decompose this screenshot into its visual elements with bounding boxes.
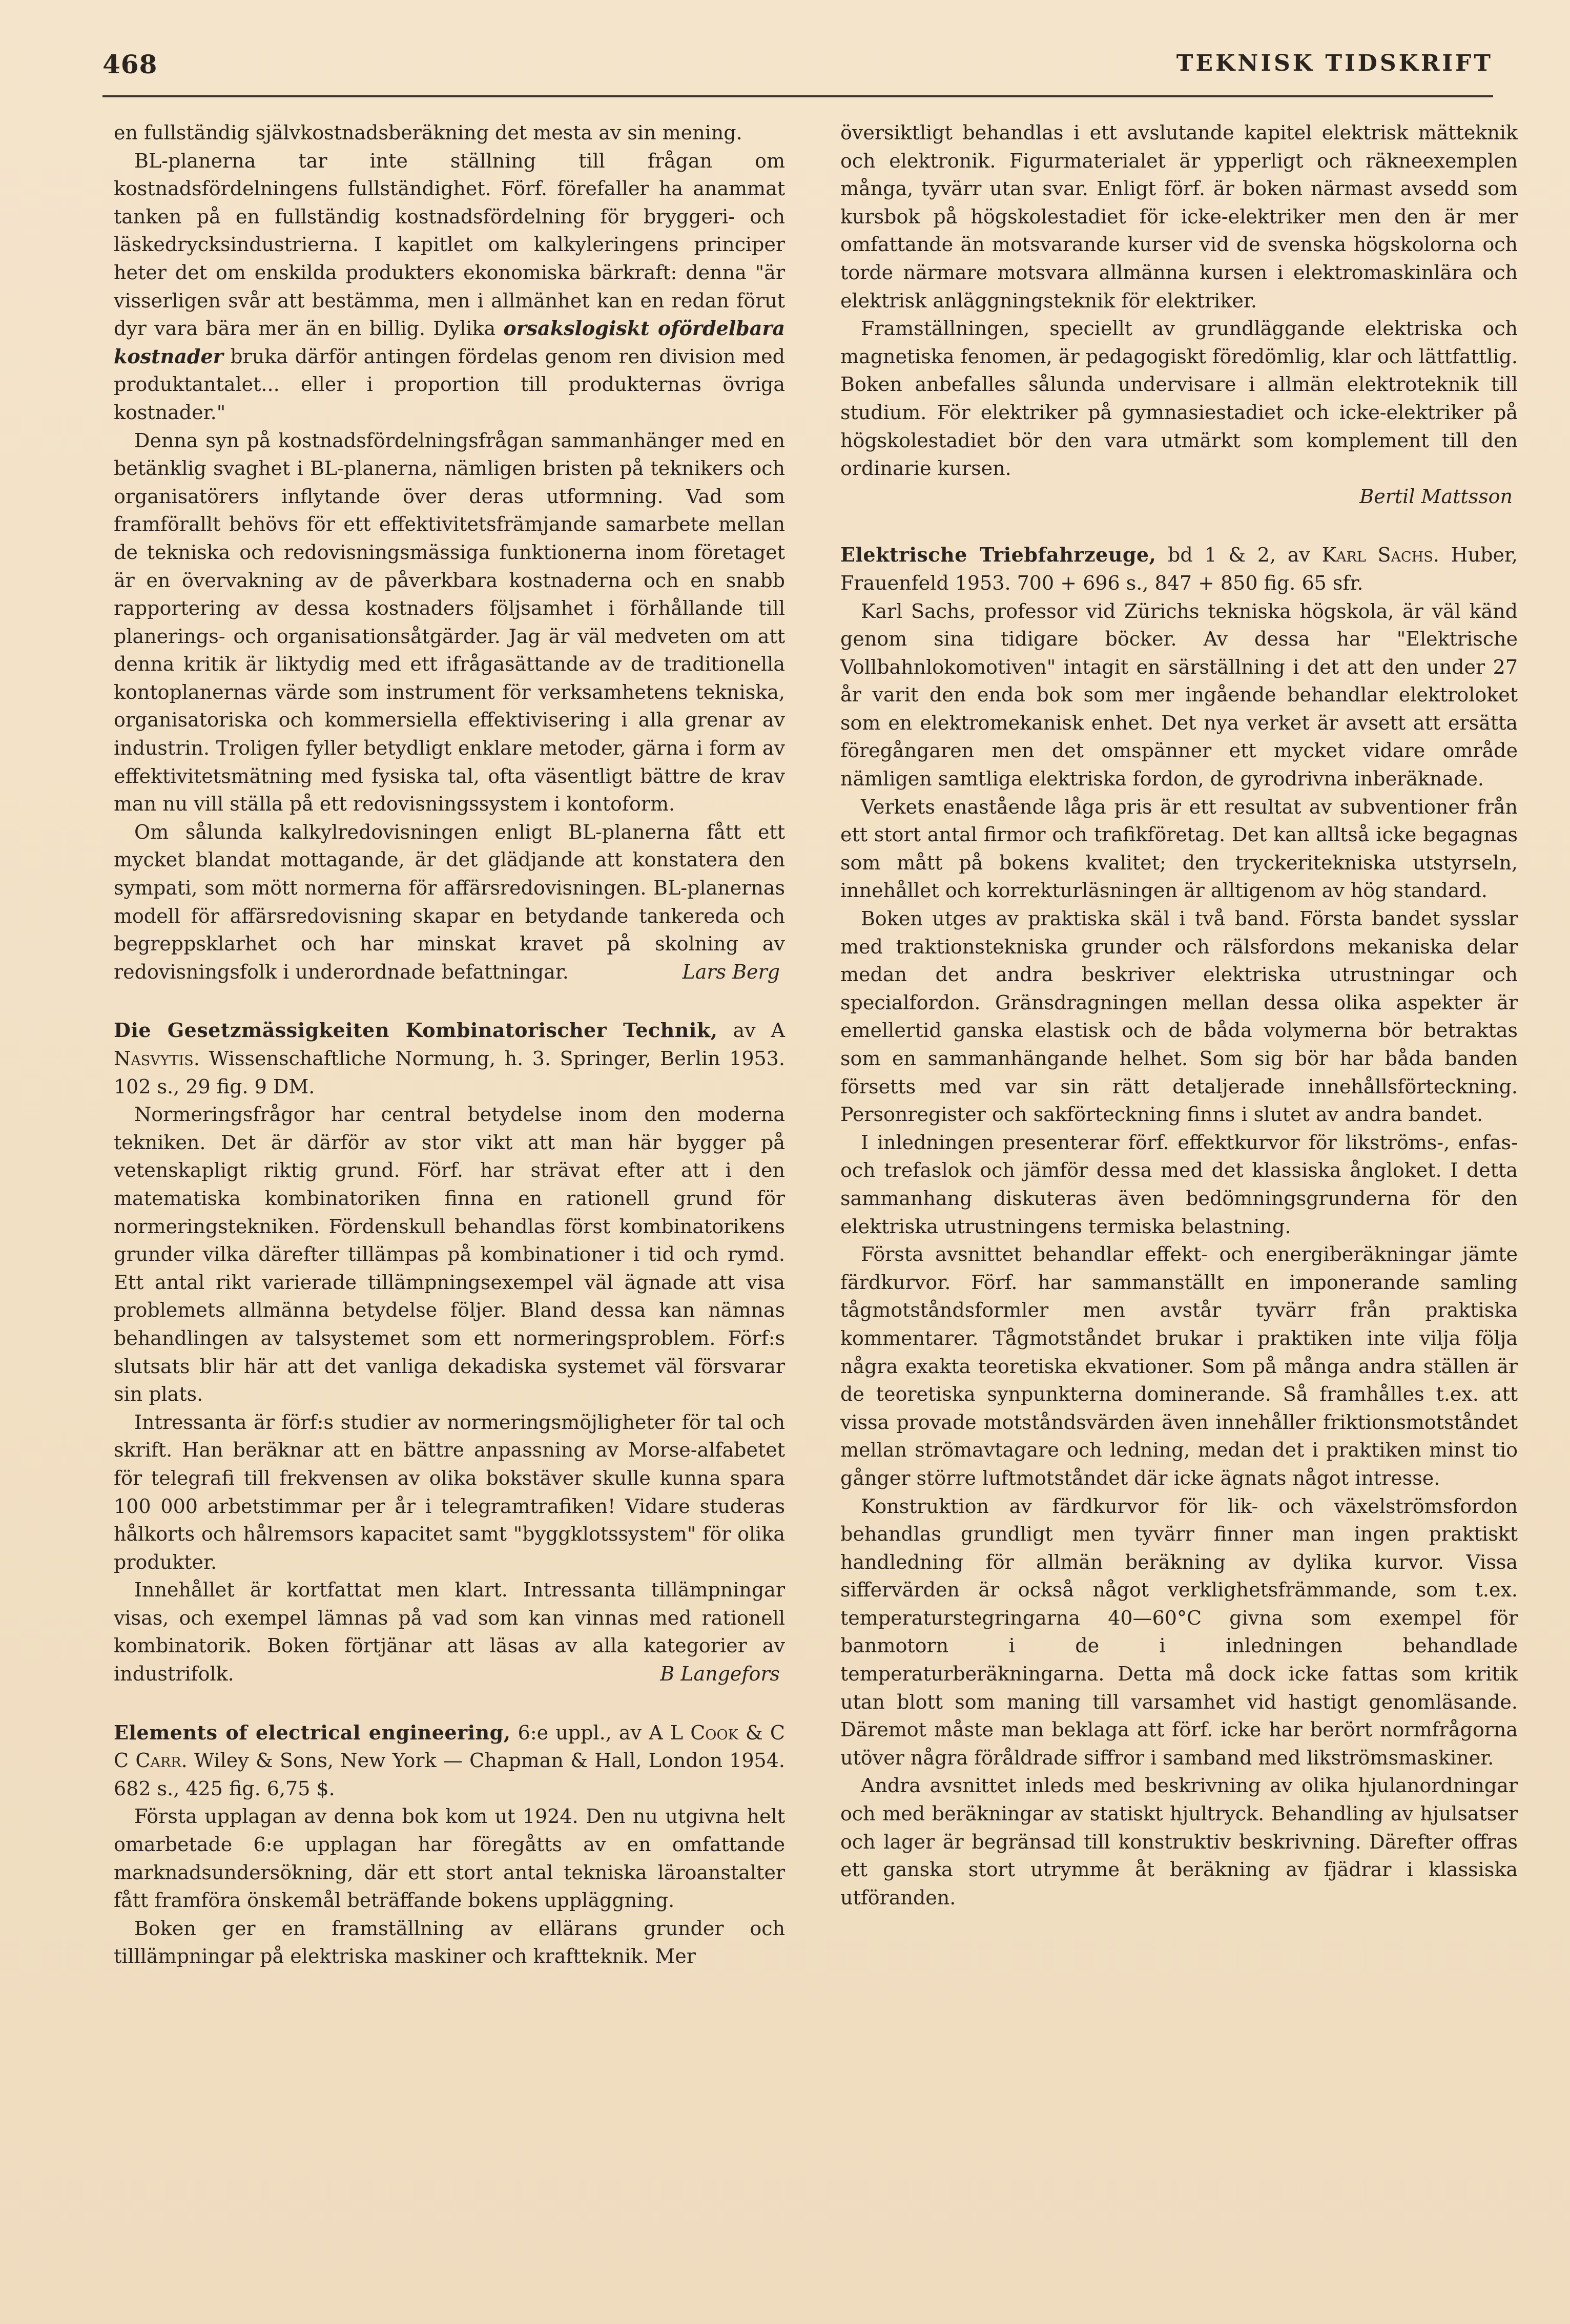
review1-paragraph-2-text-b: bruka därför antingen fördelas genom ren division med produktantalet... eller i proportion till produkternas övriga kostnader." [114, 345, 785, 424]
review4-author: Karl Sachs. [1321, 544, 1439, 567]
running-head-journal-title: TEKNISK TIDSKRIFT [1176, 50, 1493, 76]
review1-paragraph-1: en fullständig självkostnadsberäkning det mesta av sin mening. [114, 121, 742, 144]
review4-paragraph-4: I inledningen presenterar förf. effektkurvor för likströms-, enfas- och trefaslok och jämför dessa med det klassiska ångloket. I detta sammanhang diskuteras även bedömningsgrunderna för den elektriska utrustningens termiska belastning. [840, 1131, 1518, 1238]
review1-emphasis: orsakslogiskt ofördelbara kostnader [114, 317, 785, 368]
review4-publication: Huber, Frauenfeld 1953. 700 + 696 s., 847 + 850 fig. 65 sfr. [840, 544, 1518, 594]
left-column [114, 119, 785, 1970]
review2-book-title: Die Gesetzmässigkeiten Kombinatorischer Technik, [114, 1019, 718, 1042]
review4-paragraph-2: Verkets enastående låga pris är ett resultat av subventioner från ett stort antal firmor och trafikföretag. Det kan alltså icke begagnas som mått på bokens kvalitet; den tryckeritekniska utstyrseln, innehållet och korrekturläsningen är alltigenom av hög standard. [840, 795, 1518, 902]
review4-book-title: Elektrische Triebfahrzeuge, [840, 543, 1156, 567]
review2-paragraph-2: Intressanta är förf:s studier av normeringsmöjligheter för tal och skrift. Han beräknar att en bättre anpassning av Morse-alfabetet för telegrafi till frekvensen av olika bokstäver skulle kunna spara 100 000 arbetstimmar per år i telegramtrafiken! Vidare studeras hålkorts och hålremsors kapacitet samt "byggklotssystem" för olika produkter. [114, 1410, 785, 1573]
review3-paragraph-1: Första upplagan av denna bok kom ut 1924. Den nu utgivna helt omarbetade 6:e upplagan har föregåtts av en omfattande marknadsundersökning, där ett stort antal tekniska läroanstalter fått framföra önskemål beträffande bokens uppläggning. [114, 1805, 785, 1912]
review4-heading [840, 541, 1518, 597]
review2-publication: Wissenschaftliche Normung, h. 3. Springer, Berlin 1953. 102 s., 29 fig. 9 DM. [114, 1047, 785, 1098]
review3-continued-paragraph-2: Framställningen, speciellt av grundläggande elektriska och magnetiska fenomen, är pedagogiskt föredömlig, klar och lättfattlig. Boken anbefalles sålunda undervisare i allmän elektroteknik till studium. För elektriker på gymnasiestadiet och icke-elektriker på högskolestadiet bör den vara utmärkt som komplement till den ordinarie kursen. [840, 317, 1518, 480]
review2-signature: B Langefors [660, 1663, 780, 1686]
page-number: 468 [102, 49, 158, 79]
review3-signature: Bertil Mattsson [1359, 485, 1513, 508]
review2-heading [114, 1016, 785, 1101]
review4-paragraph-7: Andra avsnittet inleds med beskrivning av olika hjulanordningar och med beräkningar av statiskt hjultryck. Behandling av hjulsatser och lager är begränsad till konstruktiv beskrivning. Därefter offras ett ganska stort utrymme åt beräkning av fjädrar i klassiska utföranden. [840, 1774, 1518, 1909]
review2-paragraph-1: Normeringsfrågor har central betydelse inom den moderna tekniken. Det är därför av stor vikt att man här bygger på vetenskapligt riktig grund. Förf. har strävat efter att i den matematiska kombinatoriken finna en rationell grund för normeringstekniken. Fördenskull behandlas först kombinatorikens grunder vilka därefter tillämpas på kombinationer i tid och rymd. Ett antal rikt varierade tillämpningsexempel väl ägnade att visa problemets allmänna betydelse följer. Bland dessa kan nämnas behandlingen av talsystemet som ett normeringsproblem. Förf:s slutsats blir här att det vanliga dekadiska systemet väl försvarar sin plats. [114, 1103, 785, 1406]
review4-paragraph-5: Första avsnittet behandlar effekt- och energiberäkningar jämte färdkurvor. Förf. har sammanställt en imponerande samling tågmotståndsformler men avstår tyvärr från praktiska kommentarer. Tågmotståndet brukar i praktiken inte vilja följa några exakta teoretiska ekvationer. Som på många andra ställen är de teoretiska synpunkterna dominerande. Så framhålles t.ex. att vissa provade motståndsvärden även innehåller friktionsmotståndet mellan strömavtagare och ledning, medan det i praktiken minst tio gånger större luftmotståndet där icke ägnats något intresse. [840, 1243, 1518, 1489]
review2-paragraph-3 [114, 1576, 785, 1688]
review1-paragraph-4 [114, 818, 785, 986]
review1-paragraph-2-text-a: BL-planerna tar inte ställning till frågan om kostnadsfördelningens fullständighet. Förf. förefaller ha anammat tanken på en fullständig kostnadsfördelning för bryggeri- och läskedrycksindustrierna. I kapitlet om kalkyleringens principer heter det om enskilda produkters ekonomiska bärkraft: denna "är visserligen svår att bestämma, men i allmänhet kan en redan förut dyr vara bära mer än en billig. Dylika [114, 149, 785, 340]
review3-publication: Wiley & Sons, New York — Chapman & Hall, London 1954. 682 s., 425 fig. 6,75 $. [114, 1749, 785, 1800]
review1-paragraph-4-text: Om sålunda kalkylredovisningen enligt BL-planerna fått ett mycket blandat mottagande, är det glädjande att konstatera den sympati, som mött normerna för affärsredovisningen. BL-planernas modell för affärsredovisning skapar en betydande tankereda och begreppsklarhet och har minskat kravet på skolning av redovisningsfolk i underordnade befattningar. [114, 820, 785, 983]
review3-heading [114, 1719, 785, 1803]
review4-volume: bd 1 & 2, av [1168, 544, 1310, 567]
review3-paragraph-2: Boken ger en framställning av ellärans grunder och tilllämpningar på elektriska maskiner och kraftteknik. Mer [114, 1917, 785, 1968]
review2-paragraph-3-text: Innehållet är kortfattat men klart. Intressanta tillämpningar visas, och exempel lämnas på vad som kan vinnas med rationell kombinatorik. Boken förtjänar att läsas av alla kategorier av industrifolk. [114, 1579, 785, 1686]
review2-author-prefix: av A [733, 1019, 785, 1042]
review4-paragraph-3: Boken utges av praktiska skäl i två band. Första bandet sysslar med traktionstekniska grunder och rälsfordons mekaniska delar medan det andra beskriver elektriska utrustningar och specialfordon. Gränsdragningen mellan dessa olika aspekter är emellertid ganska elastisk och de båda volymerna bör betraktas som en sammanhängande helhet. Som sig bör har båda banden försetts med var sin rätt detaljerade innehållsförteckning. Personregister och sakförteckning finns i slutet av andra bandet. [840, 907, 1518, 1126]
right-column [840, 119, 1518, 1912]
header-rule [102, 95, 1493, 97]
review3-continued-paragraph-1: översiktligt behandlas i ett avslutande kapitel elektrisk mätteknik och elektronik. Figurmaterialet är ypperligt och räkneexemplen många, tyvärr utan svar. Enligt förf. är boken närmast avsedd som kursbok på högskolestadiet för icke-elektriker men den är mer omfattande än motsvarande kurser vid de svenska högskolorna och torde närmare motsvara allmänna kursen i elektromaskinlära och elektrisk anläggningsteknik för elektriker. [840, 121, 1518, 312]
review3-authors: A L Cook & C C Carr. [114, 1721, 785, 1772]
review3-edition: 6:e uppl., av [518, 1721, 642, 1744]
review2-author: Nasvytis. [114, 1047, 200, 1070]
review1-paragraph-3: Denna syn på kostnadsfördelningsfrågan sammanhänger med en betänklig svaghet i BL-planerna, nämligen bristen på teknikers och organisatörers inflytande över deras utformning. Vad som framförallt behövs för ett effektivitetsfrämjande samarbete mellan de tekniska och redovisningsmässiga funktionerna inom företaget är en övervakning av de påverkbara kostnaderna och en snabb rapportering av dessa kostnaders följsamhet i förhållande till planerings- och organisationsåtgärder. Jag är väl medveten om att denna kritik är liktydig med ett ifrågasättande av de traditionella kontoplanernas värde som instrument för verksamhetens tekniska, organisatoriska och kommersiella effektivisering i alla grenar av industrin. Troligen fyller betydligt enklare metoder, gärna i form av effektivitetsmätning med fysiska tal, ofta väsentligt bättre de krav man nu vill ställa på ett redovisningssystem i kontoform. [114, 429, 785, 816]
review4-paragraph-1: Karl Sachs, professor vid Zürichs tekniska högskola, är väl känd genom sina tidigare böcker. Av dessa har "Elektrische Vollbahnlokomotiven" intagit en särställning i det att den under 27 år varit den enda bok som mer ingående behandlar elektroloket som en elektromekanisk enhet. Det nya verket är avsett att ersätta föregångaren men det omspänner ett mycket vidare område nämligen samtliga elektriska fordon, de gyrodrivna inberäknade. [840, 599, 1518, 791]
review4-paragraph-6: Konstruktion av färdkurvor för lik- och växelströmsfordon behandlas grundligt men tyvärr finner man ingen praktiskt handledning för allmän beräkning av dylika kurvor. Vissa siffervärden är också något verklighetsfrämmande, som t.ex. temperaturstegringarna 40—60°C givna som exempel för banmotorn i de i inledningen behandlade temperaturberäkningarna. Detta må dock icke fattas som kritik utan blott som maning till varsamhet vid hastigt genomläsande. Däremot måste man beklaga att förf. icke har berört normfrågorna utöver några föråldrade siffror i samband med likströmsmaskiner. [840, 1495, 1518, 1769]
review1-signature: Lars Berg [682, 960, 780, 983]
review3-book-title: Elements of electrical engineering, [114, 1720, 511, 1744]
review1-paragraph-2 [114, 147, 785, 427]
